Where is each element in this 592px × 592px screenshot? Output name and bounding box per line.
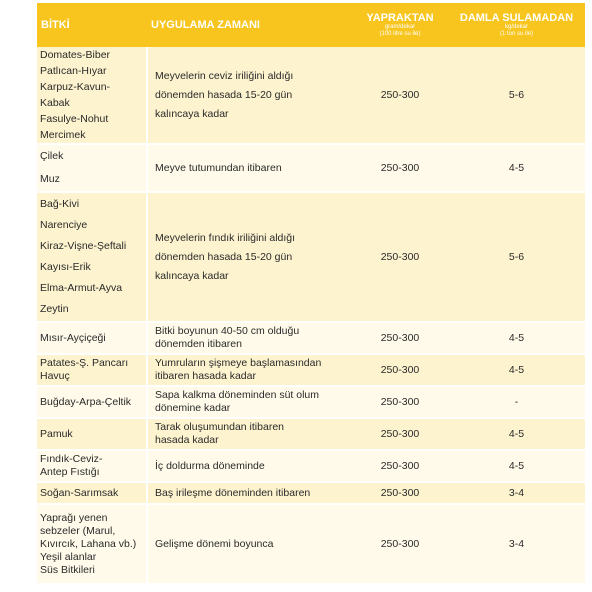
crop-name: Kabak <box>40 97 70 109</box>
drip-dose-cell: 4-5 <box>448 322 585 354</box>
foliar-dose-cell: 250-300 <box>352 482 448 504</box>
foliar-dose-cell: 250-300 <box>352 504 448 584</box>
crop-name: Elma-Armut-Ayva <box>40 282 123 294</box>
crop-name: Çilek <box>40 150 64 162</box>
drip-dose-cell: 3-4 <box>448 504 585 584</box>
application-time-text: kalıncaya kadar <box>155 269 229 282</box>
header-leaf-note: (100 litre su ile) <box>379 31 421 37</box>
table-row <box>37 144 585 192</box>
application-time-text: dönemine kadar <box>155 402 231 414</box>
application-time-text: Tarak oluşumundan itibaren <box>155 421 284 433</box>
application-time-cell <box>147 504 352 584</box>
table-row <box>37 386 585 418</box>
application-time-text: hasada kadar <box>155 434 219 446</box>
crop-name: Mısır-Ayçiçeği <box>40 331 106 344</box>
foliar-dose-cell: 250-300 <box>352 192 448 322</box>
drip-dose-cell: 5-6 <box>448 192 585 322</box>
crop-name: Patlıcan-Hıyar <box>40 65 107 77</box>
crop-name: Mercimek <box>40 129 86 141</box>
crop-name: Havuç <box>40 370 70 382</box>
crop-name: Yaprağı yenen <box>40 511 108 524</box>
application-time-text: dönemden itibaren <box>155 338 242 350</box>
application-time-text: kalıncaya kadar <box>155 107 229 120</box>
fertilizer-application-table <box>37 3 585 585</box>
foliar-dose-cell: 250-300 <box>352 47 448 144</box>
application-time-cell <box>147 144 352 192</box>
application-time-cell <box>147 418 352 450</box>
table-row <box>37 450 585 482</box>
crop-name: Süs Bitkileri <box>40 563 95 576</box>
crop-name: Kiraz-Vişne-Şeftali <box>40 240 127 252</box>
crop-name: Kıvırcık, Lahana vb.) <box>40 537 137 550</box>
crop-cell <box>37 144 147 192</box>
application-time-text: Bitki boyunun 40-50 cm olduğu <box>155 325 300 337</box>
foliar-dose-cell: 250-300 <box>352 450 448 482</box>
foliar-dose-cell: 250-300 <box>352 144 448 192</box>
crop-cell <box>37 47 147 144</box>
foliar-dose-cell: 250-300 <box>352 418 448 450</box>
application-time-cell <box>147 354 352 386</box>
crop-name: Bağ-Kivi <box>40 198 80 210</box>
table-row <box>37 322 585 354</box>
application-time-text: dönemden hasada 15-20 gün <box>155 250 293 263</box>
header-crop: BİTKİ <box>41 19 70 31</box>
crop-cell <box>37 504 147 584</box>
crop-name: Kayısı-Erik <box>40 261 91 273</box>
crop-name: Zeytin <box>40 303 69 315</box>
application-time-text: Meyvelerin fındık iriliğini aldığı <box>155 231 296 244</box>
crop-cell <box>37 322 147 354</box>
table-row <box>37 482 585 504</box>
crop-cell <box>37 192 147 322</box>
header-leaf <box>352 3 448 47</box>
table-row <box>37 354 585 386</box>
header-leaf-title: YAPRAKTAN <box>366 12 434 24</box>
application-time-text: Sapa kalkma döneminden süt olum <box>155 389 320 401</box>
table-row <box>37 192 585 322</box>
drip-dose-cell: 4-5 <box>448 354 585 386</box>
application-time-cell <box>147 482 352 504</box>
application-time-text: Gelişme dönemi boyunca <box>155 537 274 550</box>
drip-dose-cell: 4-5 <box>448 418 585 450</box>
crop-name: Yeşil alanlar <box>40 550 97 563</box>
application-time-text: Meyvelerin ceviz iriliğini aldığı <box>155 69 294 82</box>
crop-name: sebzeler (Marul, <box>40 524 116 537</box>
crop-name: Pamuk <box>40 427 73 440</box>
crop-name: Domates-Biber <box>40 49 111 61</box>
application-time-cell <box>147 47 352 144</box>
crop-cell <box>37 482 147 504</box>
table-row <box>37 504 585 584</box>
header-drip <box>448 3 585 47</box>
drip-dose-cell: 5-6 <box>448 47 585 144</box>
application-time-text: dönemden hasada 15-20 gün <box>155 88 293 101</box>
application-time-cell <box>147 322 352 354</box>
application-time-text: İç doldurma döneminde <box>155 459 265 472</box>
foliar-dose-cell: 250-300 <box>352 354 448 386</box>
crop-cell <box>37 354 147 386</box>
crop-name: Buğday-Arpa-Çeltik <box>40 395 132 408</box>
crop-name: Fasulye-Nohut <box>40 113 109 125</box>
header-drip-title: DAMLA SULAMADAN <box>459 12 574 24</box>
table-row <box>37 47 585 144</box>
foliar-dose-cell: 250-300 <box>352 322 448 354</box>
application-time-text: itibaren hasada kadar <box>155 370 256 382</box>
crop-cell <box>37 450 147 482</box>
application-time-text: Yumruların şişmeye başlamasından <box>155 357 322 369</box>
crop-name: Soğan-Sarımsak <box>40 486 119 499</box>
crop-name: Muz <box>40 173 60 185</box>
drip-dose-cell: 3-4 <box>448 482 585 504</box>
application-time-cell <box>147 386 352 418</box>
crop-name: Narenciye <box>40 219 88 231</box>
crop-name: Antep Fıstığı <box>40 466 100 478</box>
crop-cell <box>37 418 147 450</box>
header-time: UYGULAMA ZAMANI <box>151 19 260 31</box>
foliar-dose-cell: 250-300 <box>352 386 448 418</box>
table-row <box>37 418 585 450</box>
header-drip-note: (1 ton su ile) <box>499 31 533 37</box>
crop-name: Patates-Ş. Pancarı <box>40 357 129 369</box>
application-time-text: Baş irileşme döneminden itibaren <box>155 486 311 499</box>
application-time-text: Meyve tutumundan itibaren <box>155 161 282 174</box>
drip-dose-cell: - <box>448 386 585 418</box>
drip-dose-cell: 4-5 <box>448 450 585 482</box>
header-drip-unit: kg/dekar <box>504 24 528 30</box>
application-time-cell <box>147 450 352 482</box>
crop-name: Fındık-Ceviz- <box>40 453 103 465</box>
crop-cell <box>37 386 147 418</box>
header-leaf-unit: gram/dekar <box>384 24 416 30</box>
crop-name: Karpuz-Kavun- <box>40 81 111 93</box>
header-row <box>37 3 585 47</box>
drip-dose-cell: 4-5 <box>448 144 585 192</box>
application-time-cell <box>147 192 352 322</box>
